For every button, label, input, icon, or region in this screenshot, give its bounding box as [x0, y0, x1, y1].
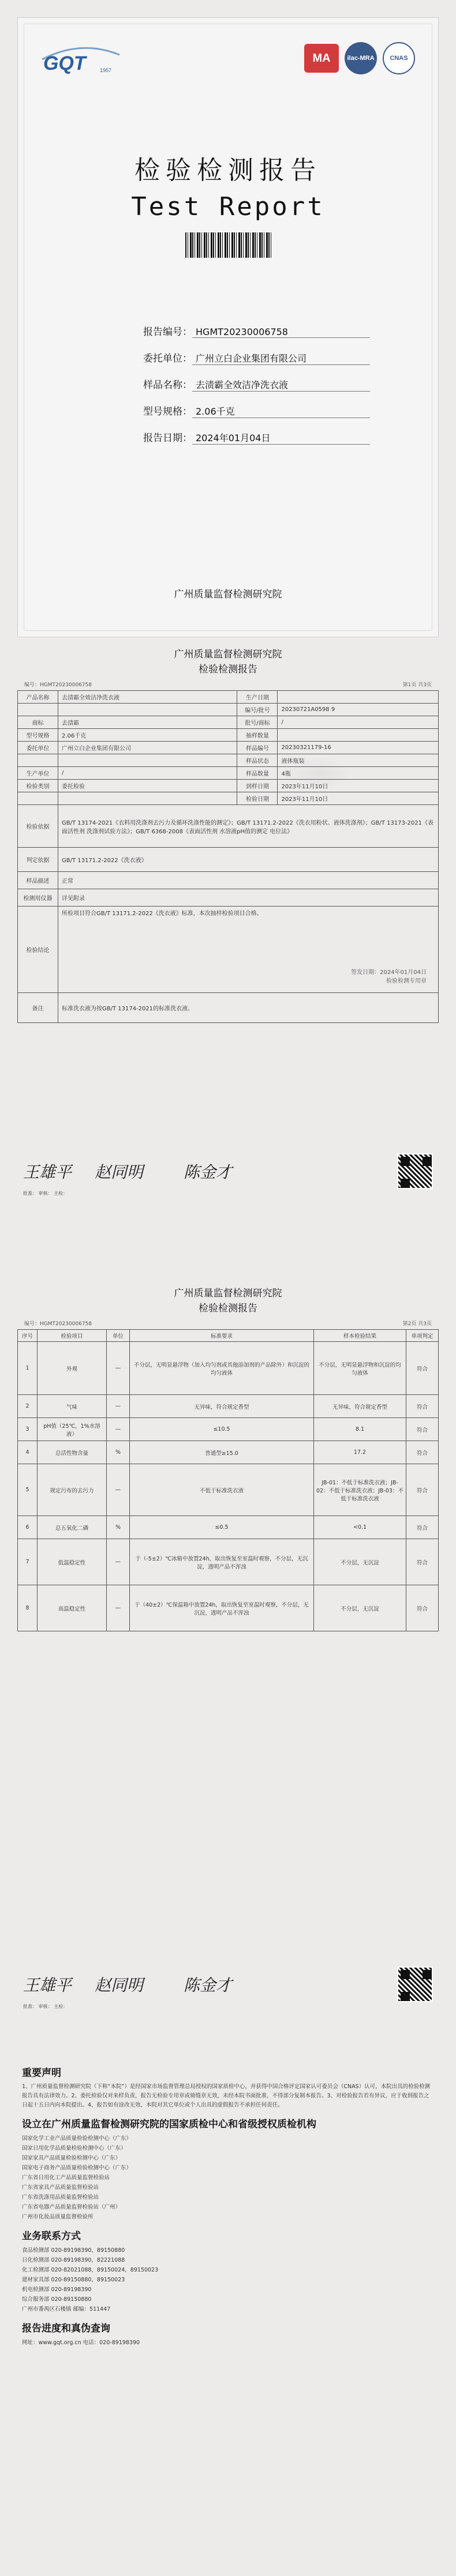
cover-field-report-no	[128, 324, 370, 350]
cell: —	[107, 1464, 130, 1516]
table-row	[18, 1441, 439, 1464]
cell: 8	[18, 1585, 38, 1631]
cell: 1	[18, 1342, 38, 1395]
table-row	[18, 754, 439, 767]
cell: 符合	[406, 1516, 439, 1539]
table-row	[18, 872, 439, 889]
cell: 委托单位	[18, 742, 58, 754]
field-label: 型号规格：	[143, 406, 192, 418]
contact-item: 综合服务部 020-89150880	[22, 2296, 92, 2303]
cell	[18, 754, 58, 767]
cell: /	[278, 716, 439, 729]
cell: /	[58, 767, 237, 780]
report-title: 检验检测报告	[199, 664, 257, 675]
table-row	[18, 1395, 439, 1418]
centers-heading: 设立在广州质量监督检测研究院的国家质检中心和省级授权质检机构	[22, 2119, 316, 2130]
field-label: 委托单位：	[143, 353, 192, 364]
institute-title: 广州质量监督检测研究院	[174, 649, 282, 660]
field-value: 2.06千克	[192, 404, 370, 418]
cell	[18, 704, 58, 716]
cell: 无异味，符合规定香型	[130, 1395, 314, 1418]
cell: 不低于标准洗衣液	[130, 1464, 314, 1516]
signature-row-2	[17, 1966, 439, 2002]
page-number: 第1页 共3页	[402, 682, 432, 688]
cell: 外观	[38, 1342, 107, 1395]
field-value: 去渍霸全效洁净洗衣液	[192, 378, 370, 392]
list-item: 广东省电器产品质量监督检验站（广州）	[22, 2204, 121, 2210]
signature-block	[184, 1160, 232, 1183]
cell: 标准洗衣液为按GB/T 13174-2021的标准洗衣液。	[58, 993, 439, 1023]
cell	[278, 729, 439, 742]
table-row	[18, 848, 439, 872]
cell	[278, 691, 439, 704]
table-row	[18, 1585, 439, 1631]
cell: 2023年11月10日	[278, 792, 439, 805]
cell: 6	[18, 1516, 38, 1539]
cell: 样品状态	[237, 754, 278, 767]
table-row	[18, 1342, 439, 1395]
table-row	[18, 767, 439, 780]
signature-caption: 批准： 审核： 主检：	[23, 1191, 68, 1196]
table-row	[18, 1516, 439, 1539]
cell: —	[107, 1342, 130, 1395]
cell: 4瓶	[278, 767, 439, 780]
table-row	[18, 716, 439, 729]
signature-block	[184, 1973, 232, 1996]
cell: 不分层，无明显悬浮物和沉淀的均匀液体	[314, 1342, 406, 1395]
report-page-2	[17, 1286, 439, 2036]
cell: 无异味，符合规定香型	[314, 1395, 406, 1418]
test-results-table	[17, 1329, 439, 1631]
cell	[58, 704, 237, 716]
svg-text:GQT: GQT	[43, 52, 86, 74]
cell: 型号规格	[18, 729, 58, 742]
cell: 不分层，无明显悬浮物（加入均匀剂或其他添加剂的产品除外）和沉淀的均匀液体	[130, 1342, 314, 1395]
cell: 样品数量	[237, 767, 278, 780]
statement-text: 1、广州质量监督检测研究院（下称“本院”）是经国家市场监督管理总局授权的国家质检中心，并获得中国合格评定国家认可委员会（CNAS）认可，本院出具的检验检测报告具有法律效力。2、委托检验仅对来样负责，报告无检验专用章或骑缝章无效，未经本院书面批准，不得部分复制本报告。3、对检验报告若有异议，应于收到报告之日起十五日内向本院提出。4、报告如有涂改无效，本院对其它单位或个人出具的虚假报告不承担任何责任。	[22, 2084, 431, 2108]
cell: 检验日期	[237, 792, 278, 805]
cover-field-sample	[128, 377, 370, 403]
signature-inspector: 陈金才	[184, 1976, 233, 1995]
cell: 20230321179-16	[278, 742, 439, 754]
column-header: 序号	[18, 1330, 38, 1342]
cell: 气味	[38, 1395, 107, 1418]
cell: —	[107, 1395, 130, 1418]
cover-title-en: Test Report	[131, 192, 325, 221]
cell	[58, 754, 237, 767]
table-row	[18, 691, 439, 704]
page-number: 第2页 共3页	[402, 1321, 432, 1327]
cell: 检验类别	[18, 780, 58, 792]
cell: 批号/商标	[237, 716, 278, 729]
cell: 样品编号	[237, 742, 278, 754]
contact-item: 机电检测部 020-89198390	[22, 2287, 92, 2293]
cell: 2	[18, 1395, 38, 1418]
cell: 生产日期	[237, 691, 278, 704]
signature-approver: 王雄平	[23, 1163, 72, 1182]
cell: 检验结论	[18, 907, 58, 993]
cell: 商标	[18, 716, 58, 729]
field-value: 广州立白企业集团有限公司	[192, 351, 370, 365]
page-meta	[17, 680, 439, 688]
list-item: 国家化学工业产品质量检验检测中心（广东）	[22, 2135, 132, 2142]
field-label: 报告编号：	[143, 326, 192, 338]
cell: 符合	[406, 1539, 439, 1585]
cell: 普通型≥15.0	[130, 1441, 314, 1464]
cell: 4	[18, 1441, 38, 1464]
cell: 到样日期	[237, 780, 278, 792]
cell: 于（-5±2）℃冰箱中放置24h，取出恢复至室温时观察，不分层，无沉淀，透明产品不浑浊	[130, 1539, 314, 1585]
cell: 正常	[58, 872, 439, 889]
page-heading	[17, 1286, 439, 1316]
cell: 生产单位	[18, 767, 58, 780]
contacts-heading: 业务联系方式	[22, 2231, 81, 2242]
cell: 符合	[406, 1585, 439, 1631]
cover-field-client	[128, 350, 370, 377]
cell: 于（40±2）℃保温箱中放置24h，取出恢复至室温时观察，不分层，无沉淀，透明产品不浑浊	[130, 1585, 314, 1631]
list-item: 广东省洗涤用品质量监督检验站	[22, 2194, 99, 2201]
cell: —	[107, 1539, 130, 1585]
cell: 8.1	[314, 1418, 406, 1441]
column-header: 单位	[107, 1330, 130, 1342]
query-info: 网址：www.gqt.org.cn 电话：020-89198390	[22, 2340, 140, 2346]
cell: —	[107, 1585, 130, 1631]
qr-code-icon	[397, 1966, 433, 2002]
cell: ≤0.5	[130, 1516, 314, 1539]
cell: GB/T 13174-2021《衣料用洗涤剂去污力及循环洗涤性能的测定》；GB/T 13171.2-2022《洗衣用粉状、液体洗涤剂》；GB/T 13173-2021《表面活性剂 洗涤剂试验方法》；GB/T 6368-2008《表面活性剂 水溶液pH值的测定 电位法》	[58, 805, 439, 848]
qr-code-icon	[397, 1153, 433, 1189]
query-heading: 报告进度和真伪查询	[22, 2323, 110, 2334]
page-meta	[17, 1319, 439, 1327]
field-value: 2024年01月04日	[192, 431, 370, 445]
statement-heading: 重要声明	[22, 2067, 61, 2079]
cell: —	[107, 1418, 130, 1441]
issue-date: 签发日期：2024年01月04日	[351, 969, 427, 976]
cell: 广州立白企业集团有限公司	[58, 742, 237, 754]
cell: 产品名称	[18, 691, 58, 704]
cell: 2023年11月10日	[278, 780, 439, 792]
field-value: HGMT20230006758	[192, 326, 370, 338]
table-row	[18, 704, 439, 716]
institute-title: 广州质量监督检测研究院	[174, 1288, 282, 1299]
cell: 2.06千克	[58, 729, 237, 742]
signature-inspector: 陈金才	[184, 1163, 233, 1182]
cell: 检测用仪器	[18, 889, 58, 907]
cell	[58, 792, 237, 805]
contact-item: 化工检测部 020-82021088，89150024，89150023	[22, 2267, 159, 2273]
cell: 去渍霸	[58, 716, 237, 729]
table-header-row	[18, 1330, 439, 1342]
cell: 液体瓶装	[278, 754, 439, 767]
page-heading	[17, 640, 439, 677]
report-page-1	[17, 640, 439, 1274]
table-row	[18, 780, 439, 792]
contact-item: 日化检测部 020-89198390，82221088	[22, 2257, 125, 2263]
sample-info-table	[17, 690, 439, 1023]
list-item: 国家日用化学品质量检验检测中心（广东）	[22, 2145, 126, 2152]
statement-section	[22, 2059, 435, 2348]
contact-item: 建材家具部 020-89150880，89150023	[22, 2277, 125, 2283]
signature-block	[23, 1160, 72, 1183]
table-row	[18, 1539, 439, 1585]
svg-text:1957: 1957	[100, 67, 112, 73]
signature-caption: 批准： 审核： 主检：	[23, 2004, 68, 2009]
cell: %	[107, 1516, 130, 1539]
cell: 委托检验	[58, 780, 237, 792]
signature-approver: 王雄平	[23, 1976, 72, 1995]
cover-organization: 广州质量监督检测研究院	[174, 589, 282, 600]
conclusion-cell	[58, 907, 439, 993]
report-number: 编号：HGMT20230006758	[24, 1321, 92, 1327]
table-row	[18, 1464, 439, 1516]
table-row	[18, 742, 439, 754]
cell: GB/T 13171.2-2022《洗衣液》	[58, 848, 439, 872]
table-row	[18, 805, 439, 848]
report-number: 编号：HGMT20230006758	[24, 682, 92, 688]
cell: 编号/批号	[237, 704, 278, 716]
cell: 符合	[406, 1395, 439, 1418]
stamp-label: 检验检测专用章	[386, 978, 427, 984]
cell: JB-01：不低于标准洗衣液；JB-02：不低于标准洗衣液；JB-03：不低于标准洗衣液	[314, 1464, 406, 1516]
signature-block	[23, 1973, 72, 1996]
cell: 符合	[406, 1342, 439, 1395]
cell: 去渍霸全效洁净洗衣液	[58, 691, 237, 704]
conclusion-text: 所检项目符合GB/T 13171.2-2022《洗衣液》标准，本次抽样检验项目合格。	[62, 911, 263, 917]
list-item: 广州市化妆品质量监督检验所	[22, 2214, 94, 2220]
list-item: 国家家具产品质量检验检测中心（广东）	[22, 2155, 121, 2161]
list-item: 国家电子商务产品质量检验检测中心（广东）	[22, 2165, 132, 2171]
ma-badge-icon: MA	[304, 44, 339, 73]
cell: 样品描述	[18, 872, 58, 889]
list-item: 广东省日用化工产品质量监督检验站	[22, 2175, 110, 2181]
cell: 符合	[406, 1464, 439, 1516]
cell: 详见附录	[58, 889, 439, 907]
issue-block	[351, 967, 427, 984]
column-header: 单项判定	[406, 1330, 439, 1342]
cell: 5	[18, 1464, 38, 1516]
column-header: 标准要求	[130, 1330, 314, 1342]
cover-fields	[128, 324, 370, 456]
address: 广州市番禺区石楼镇 邮编：511447	[22, 2306, 111, 2312]
field-label: 报告日期：	[143, 433, 192, 444]
cell: pH值（25℃，1%水溶液）	[38, 1418, 107, 1441]
cell: 不分层，无沉淀	[314, 1539, 406, 1585]
cover-field-date	[128, 430, 370, 456]
contact-item: 食品检测部 020-89198390，89150880	[22, 2247, 125, 2254]
report-title: 检验检测报告	[199, 1303, 257, 1314]
cell: 规定污布的去污力	[38, 1464, 107, 1516]
cell: 总五氧化二磷	[38, 1516, 107, 1539]
cell: 检验依据	[18, 805, 58, 848]
table-row	[18, 729, 439, 742]
signature-reviewer: 赵同明	[95, 1163, 144, 1182]
table-row	[18, 792, 439, 805]
table-row	[18, 1418, 439, 1441]
cell: 17.2	[314, 1441, 406, 1464]
cell: ≤10.5	[130, 1418, 314, 1441]
gqt-logo	[38, 42, 124, 76]
barcode-icon	[185, 232, 272, 258]
cell: 高温稳定性	[38, 1585, 107, 1631]
cell: 低温稳定性	[38, 1539, 107, 1585]
cnas-badge-icon: CNAS	[383, 42, 415, 74]
column-header: 样本检验结果	[314, 1330, 406, 1342]
cell	[18, 792, 58, 805]
cell: 20230721A0598 9	[278, 704, 439, 716]
table-row	[18, 907, 439, 993]
cell: 符合	[406, 1418, 439, 1441]
list-item: 广东省家具产品质量监督检验站	[22, 2184, 99, 2191]
cell: 总活性物含量	[38, 1441, 107, 1464]
field-label: 样品名称：	[143, 379, 192, 391]
cell: 不分层，无沉淀	[314, 1585, 406, 1631]
signature-row-1	[17, 1153, 439, 1189]
column-header: 检验项目	[38, 1330, 107, 1342]
cell: 抽样数量	[237, 729, 278, 742]
cell: 3	[18, 1418, 38, 1441]
cell: <0.1	[314, 1516, 406, 1539]
cell: 判定依据	[18, 848, 58, 872]
cover-field-spec	[128, 403, 370, 430]
signature-block	[95, 1160, 143, 1183]
ilac-mra-badge-icon: ilac-MRA	[345, 42, 377, 74]
cell: 符合	[406, 1441, 439, 1464]
signature-reviewer: 赵同明	[95, 1976, 144, 1995]
cell: %	[107, 1441, 130, 1464]
cell: 7	[18, 1539, 38, 1585]
table-row	[18, 889, 439, 907]
signature-block	[95, 1973, 143, 1996]
cell: 备注	[18, 993, 58, 1023]
cover-page	[17, 17, 439, 637]
accreditation-badges	[304, 42, 415, 74]
cover-title-cn: 检验检测报告	[134, 156, 322, 185]
table-row	[18, 993, 439, 1023]
